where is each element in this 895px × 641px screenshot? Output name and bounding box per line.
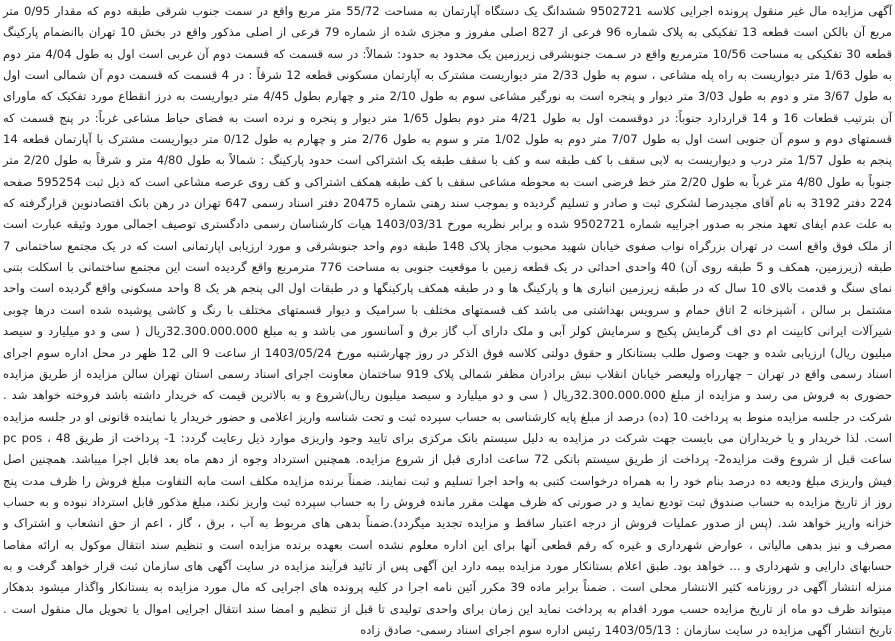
auction-notice-body: آگهی مزایده مال غیر منقول پرونده اجرایی کلاسه 9502721 ششدانگ یک دستگاه آپارتمان به مساحت 55/72 متر مربع واقع در سمت جنوب شرقی طبقه دوم که مقدار 0/95 متر مربع آن بالکن است قطعه 13 تفکیکی به پلاک شماره 96 فرعی از 827 اصلی مفروز و مجزی شده از شماره 79 فرعی از اصلی مذکور واقع در بخش 10 تهران باانضمام پارکینگ قطعه 30 تفکیکی به مساحت 10/56 مترمربع واقع در سـمت جنوبشرقی زیرزمین یک محدود به حدود: شمالاً: در سه قسمت که قسمت دوم آن غربی است اول به طول 4/04 متر دوم به طول 1/63 متر دیواریست به راه پله مشاعی ، سوم به طول 2/33 متر دیواریست مشترک به آپارتمان مسکونی قطعه 12 شرقاً : در 4 قسمت که قسمت دوم آن شمالی است اول به طول 3/67 متر و دوم به طول 3/03 متر دیوار و پنجره است به نورگیر مشاعی سوم به طول 2/10 متر و چهارم بطول 4/45 متر دیواریست به درز انقطاع مورد تفکیک که ماورای آن بترتیب قطعات 16 و 14 قراردارد جنوباً: در دوقسمت اول به طول 4/21 متر دوم بطول 1/65 متر دیوار و پنجره و نرده است به فضای حیاط مشاعی غرباً: در پنج قسمت که قسمتهای دوم و سوم آن جنوبی است اول به طول 7/07 متر دوم به طول 1/02 متر و سوم به طول 2/76 متر و چهارم به طول 0/12 متر دیواریست مشترک با آپارتمان قطعه 14 پنجم به طول 1/57 متر درب و دیواریست به لابی سقف با کف طبقه سه و کف با سقف طبقه یک اشتراکی است حدود پارکینگ : شمالاً به طول 4/80 متر و شرقاً به طول 2/20 متر جنوباً به طول 4/80 متر غرباً به طول 2/20 متر خط فرضی است به محوطه مشاعی سقف با کف طبقه همکف اشتراکی و کف روی عرصه مشاعی است که ذیل ثبت 595254 صفحه 224 دفتر 3192 به نام آقای مجیدرضا لشکری ثبت و صادر و تسلیم گردیده و بموجب سند رهنی شماره 20475 دفتر اسناد رسمی 647 تهران در رهن بانک اقتصادنوین قرارگرفته که به علت عدم ایفای تعهد منجر به صدور اجراییه شماره 9502721 شده و برابر نظریه مورخ 1403/03/31 هیات کارشناسان رسمی دادگستری توصیف اجمالی مورد وثیقه عبارت است از ملک فوق واقع است در تهران بزرگراه نواب صفوی خیابان شهید محبوب مجاز پلاک 148 طبقه دوم واحد جنوبشرقی و مورد ارزیابی اپارتمانی است که در یک مجتمع ساختمانی 7 طبقه (زیرزمین، همکف و 5 طبقه روی آن) 40 واحدی احداثی در یک قطعه زمین با موقعیت جنوبی به مساحت 776 مترمربع واقع گردیده است این مجتمع ساختمانی با اسکلت بتنی نمای سنگ و قدمت بالای 10 سال که در طبقه زیرزمین انباری ها و پارکینگ ها و در طبقه همکف پارکینگها و در طبقات اول الی پنجم هر یک 8 واحد مسکونی واقع گردیده است واحد مشتمل بر سالن ، آشپزخانه 2 اتاق حمام و سرویس بهداشتی می باشد کف قسمتهای مختلف با سرامیک و دیوار قسمتهای مختلف با رنگ و کاشی پوشیده شده است درها چوبی شیرآلات ایرانی کابینت ام دی اف گرمایش پکیج و سرمایش کولر آبی و ملک دارای آب گاز برق و آسانسور می باشد و به مبلغ 32.300.000.000ریال ( سی و دو میلیارد و سیصد میلیون ریال) ارزیابی شده و جهت وصول طلب بستانکار و حقوق دولتی کلاسه فوق الذکر در روز چهارشنبه مورخ 1403/05/24 از ساعت 9 الی 12 ظهر در محل اداره سوم اجرای اسناد رسمی واقع در تهران – چهارراه ولیعصر خیابان انقلاب نبش برادران مظفر شمالی پلاک 919 ساختمان معاونت اجرای اسناد رسمی استان تهران سالن مزایده از طریق مزایده حضوری به فروش می رسد و مزایده از مبلغ 32.300.000.000ریال ( سی و دو میلیارد و سیصد میلیون ریال)شروع و به بالاترین قیمت که خریدار داشته باشد فروخته خواهد شد . شرکت در جلسه مزایده منوط به پرداخت 10 (ده) درصد از مبلغ پایه کارشناسی به حساب سپرده ثبت و تحت شناسه واریز اعلامی و حضور خریدار یا نماینده قانونی او در جلسه مزایده است. لذا خریدار و یا خریداران می بایست جهت شرکت در مزایده به دلیل سیستم بانک مرکزی برای تایید وجود واریزی موارد ذیل رعایت گردد: 1- پرداخت از طریق pc pos ، 48 ساعت قبل از شروع وقت مزایده2- پرداخت از طریق سیستم بانکی 72 ساعت اداری قبل از شروع مزایده. همچنین استرداد وجوه از دهم ماه بعد قابل اجرا میباشد. همچنین اصل فیش واریزی مبلغ ودیعه ده درصد بنام خود را به همراه درخواست کتبی به واحد اجرا تسلیم و ثبت نمایند. ضمناً برنده مزایده مکلف است مابه التفاوت مبلغ فروش را ظرف مدت پنج روز از تاریخ مزایده به حساب صندوق ثبت تودیع نماید و در صورتی که ظرف مهلت مقرر مانده فروش را به حساب سپرده ثبت واریز نکند، مبلغ مذکور قابل استرداد نبوده و به حساب خزانه واریز خواهد شد. (پس از صدور عملیات فروش از درجه اعتبار ساقط و مزایده تجدید میگردد).ضمناً بدهی های مربوط به آب ، برق ، گاز ، اعم از حق انشعاب و اشتراک و مصرف و نیز بدهی مالیاتی ، عوارض شهرداری و غیره که رقم قطعی آنها برای این اداره معلوم نشده است بعهده برنده مزایده است و تنظیم سند انتقال موکول به ارائه مفاصا حسابهای دارایی و شهرداری و ... خواهد بود. طبق اعلام بستانکار مورد مزایده بیمه دارد این آگهی پس از تائید فرآیند مزایده در سایت آگهی های سازمان ثبت قرار خواهد گرفت و به منزله انتشار آگهی در روزنامه کثیر الانتشار محلی است . ضمناً برابر ماده 39 مکرر آئین نامه اجرا در کلیه پرونده های اجرایی که مال مورد مزایده به بستانکار واگذار میشود بدهکار میتواند ظرف دو ماه از تاریخ مزایده حسب مورد اقدام به پرداخت نماید این زمان برای واحدی تولیدی تا قبل از تنظیم و امضا سند انتقال اجرایی اموال یا تحویل مال منقول است . تاریخ انتشار آگهی مزایده در سایت سازمان : 1403/05/13 رئیس اداره سوم اجرای اسناد رسمی- صادق زاده [3,4,893,637]
